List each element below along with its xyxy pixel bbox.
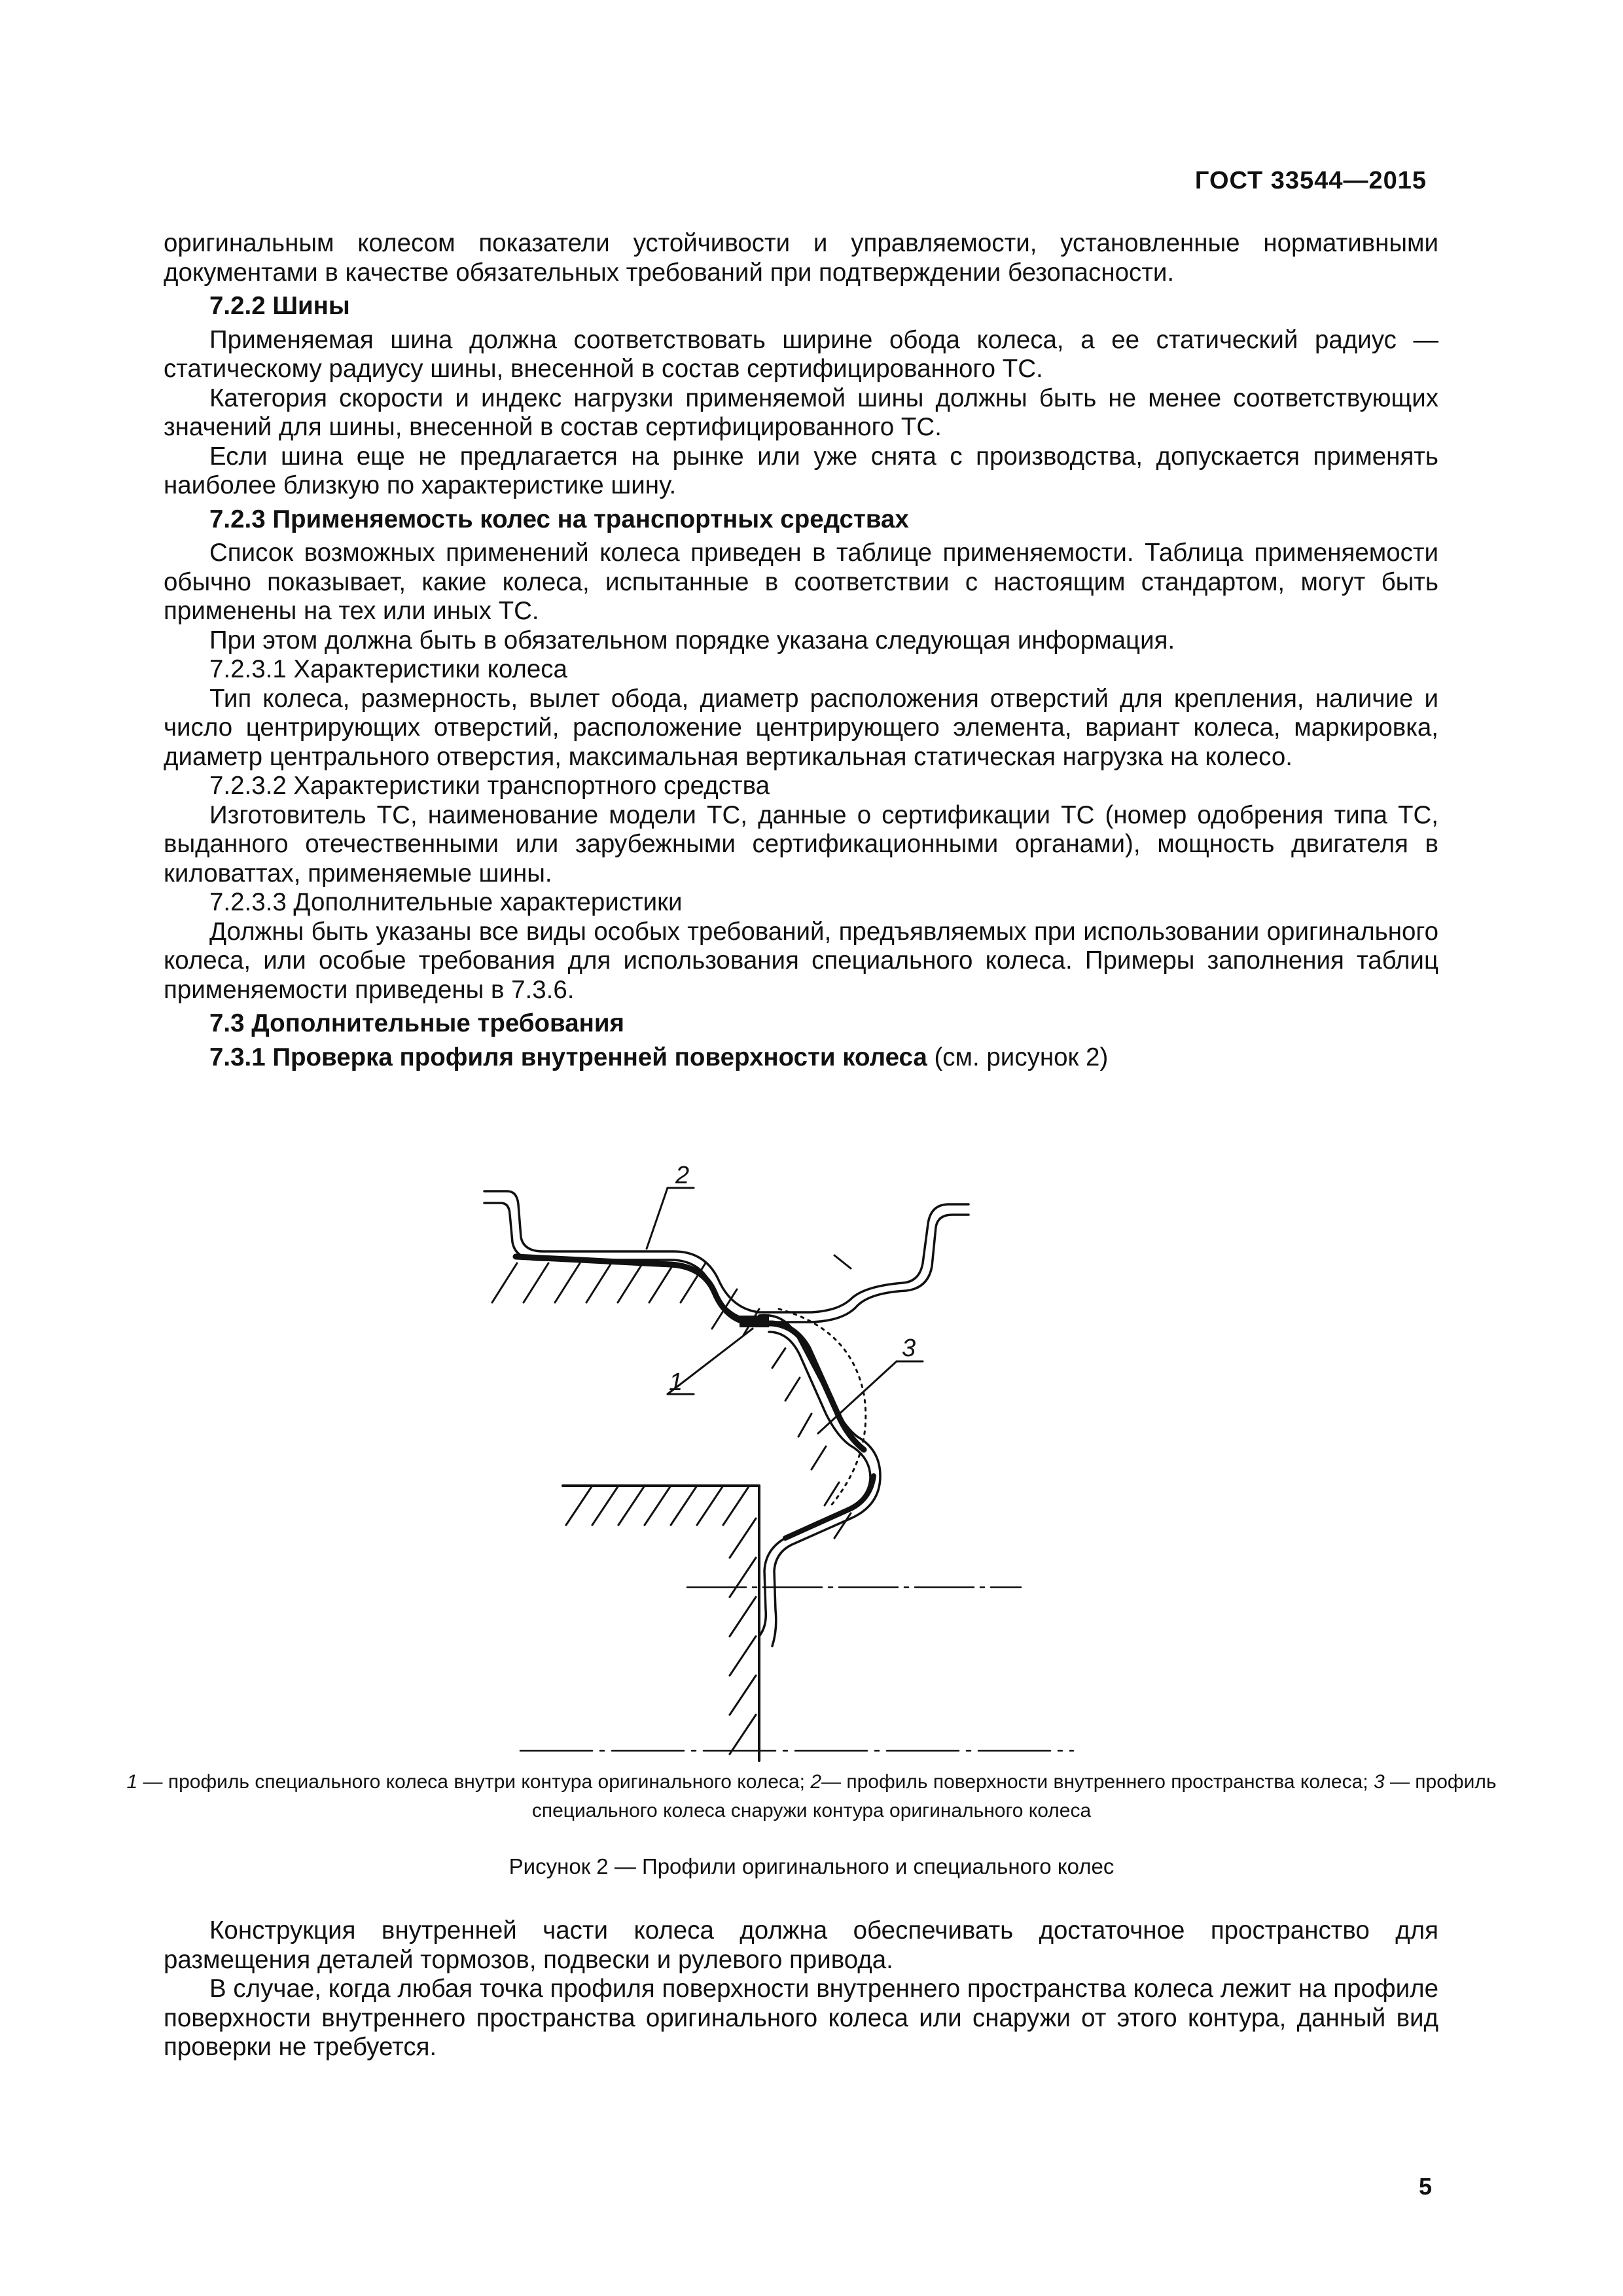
subsection-heading-7-2-3-3: 7.2.3.3 Дополнительные характеристики [209, 888, 683, 916]
leader-line-3 [818, 1361, 897, 1433]
section-heading-7-3-1 [164, 1043, 1438, 1073]
paragraph: Изготовитель ТС, наименование модели ТС, данные о сертификации ТС (номер одобрения типа ТС, выданного отечественными или зарубежными сертификационными органами), мощность двигателя в киловаттах, применяемые шины. [164, 800, 1438, 888]
paragraph: Применяемая шина должна соответствовать ширине обода колеса, а ее статический радиус — статическому радиусу шины, внесенной в состав сертифицированного ТС. [164, 325, 1438, 383]
paragraph: Если шина еще не предлагается на рынке или уже снята с производства, допускается применять наиболее близкую по характеристике шину. [164, 442, 1438, 499]
caption-text-1: — профиль специального колеса внутри контура оригинального колеса; [137, 1771, 811, 1793]
paragraph: Должны быть указаны все виды особых требований, предъявляемых при использовании оригинального колеса, или особые требования для использования специального колеса. Примеры заполнения таблиц применяемости приведены в 7.3.6. [164, 917, 1438, 1004]
figure-title: Рисунок 2 — Профили оригинального и специального колес [508, 1854, 1115, 1878]
hatching-upper [492, 1263, 851, 1538]
caption-num-1: 1 [126, 1771, 138, 1793]
section-heading-7-2-2: 7.2.2 Шины [209, 292, 350, 320]
body-text-top [164, 229, 1438, 1077]
label-1: 1 [669, 1369, 683, 1396]
standard-header: ГОСТ 33544—2015 [1194, 167, 1427, 194]
caption-num-2: 2 [810, 1771, 821, 1793]
paragraph: Категория скорости и индекс нагрузки применяемой шины должны быть не менее соответствующих значений для шины, внесенной в состав сертифицированного ТС. [164, 384, 1438, 441]
tick-mark [834, 1255, 851, 1268]
profile-3-dotted [779, 1309, 866, 1505]
paragraph: оригинальным колесом показатели устойчивости и управляемости, установленные нормативными документами в качестве обязательных требований при подтверждении безопасности. [164, 229, 1438, 287]
subsection-heading-7-2-3-2: 7.2.3.2 Характеристики транспортного средства [209, 772, 770, 800]
caption-text-3: — профиль специального колеса снаружи контура оригинального колеса [531, 1771, 1497, 1821]
wheel-web-line [759, 1315, 880, 1646]
heading-bold-part: 7.3.1 Проверка профиля внутренней поверхности колеса [209, 1043, 927, 1071]
paragraph: При этом должна быть в обязательном порядке указана следующая информация. [209, 626, 1175, 655]
wheel-web-line-inner [759, 1332, 870, 1636]
profile-outer-line [484, 1191, 969, 1312]
subsection-heading-7-2-3-1: 7.2.3.1 Характеристики колеса [209, 655, 567, 683]
caption-text-2: — профиль поверхности внутреннего пространства колеса; [821, 1771, 1374, 1793]
profile-inner-line [484, 1203, 969, 1322]
label-3: 3 [902, 1335, 916, 1362]
caption-num-3: 3 [1373, 1771, 1385, 1793]
hub-block [740, 1316, 769, 1327]
section-heading-7-2-3: 7.2.3 Применяемость колес на транспортных средствах [209, 505, 909, 533]
profile-thick-lower [785, 1476, 874, 1538]
paragraph: В случае, когда любая точка профиля поверхности внутреннего пространства колеса лежит на профиле поверхности внутреннего пространства оригинального колеса или снаружи от этого контура, данный вид проверки не требуется. [164, 1975, 1438, 2061]
body-text-bottom [164, 1916, 1438, 2062]
profile-2-thick [516, 1257, 864, 1450]
paragraph: Список возможных применений колеса приведен в таблице применяемости. Таблица применяемости обычно показывает, какие колеса, испытанные в соответствии с настоящим стандартом, могут быть применены на тех или иных ТС. [164, 539, 1438, 625]
hatching-lower [566, 1486, 756, 1754]
leader-line-1 [668, 1329, 753, 1394]
leader-line-2 [647, 1188, 668, 1249]
section-heading-7-3: 7.3 Дополнительные требования [209, 1009, 624, 1037]
paragraph: Конструкция внутренней части колеса должна обеспечивать достаточное пространство для размещения деталей тормозов, подвески и рулевого привода. [164, 1916, 1438, 1974]
figure-caption [105, 1768, 1518, 1825]
label-2: 2 [675, 1162, 690, 1189]
heading-reference: (см. рисунок 2) [927, 1043, 1109, 1071]
page-number: 5 [1418, 2173, 1432, 2200]
paragraph: Тип колеса, размерность, вылет обода, диаметр расположения отверстий для крепления, наличие и число центрирующих отверстий, расположение центрирующего элемента, вариант колеса, маркировка, диаметр центрального отверстия, максимальная вертикальная статическая нагрузка на колесо. [164, 684, 1438, 771]
